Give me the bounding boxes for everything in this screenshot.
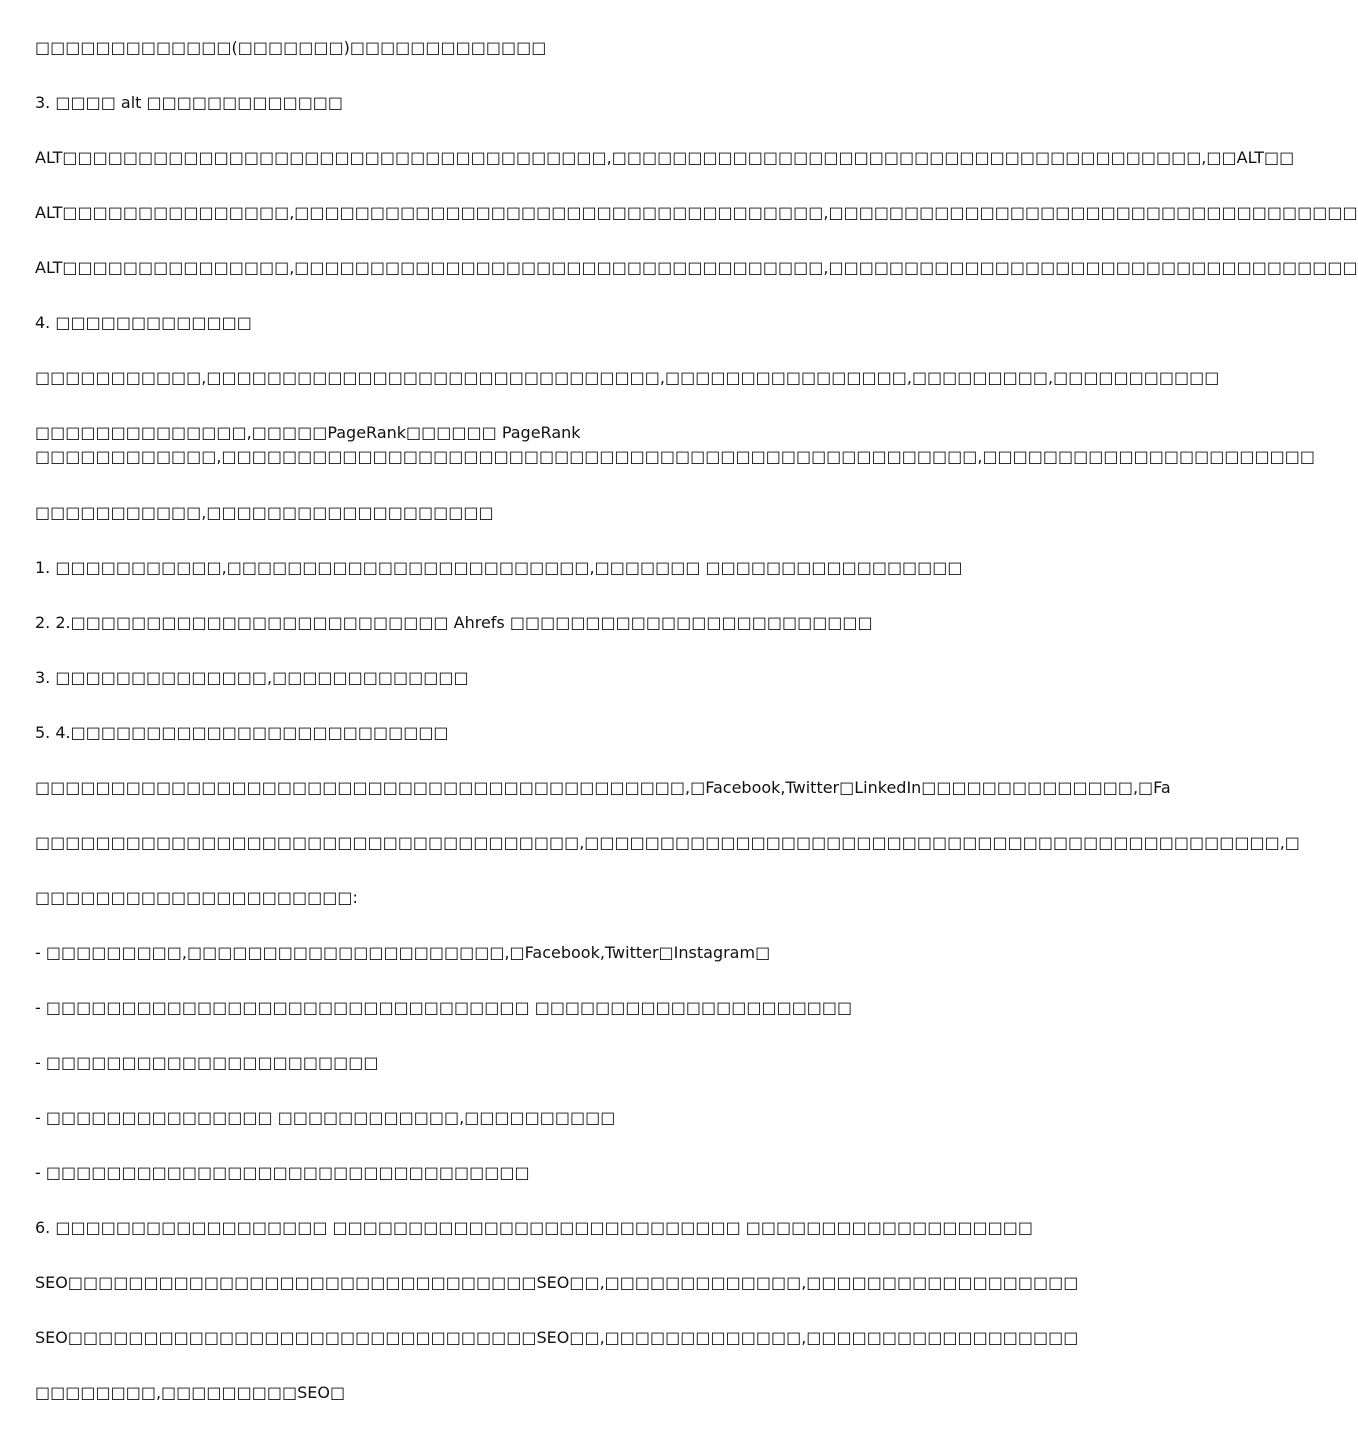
list-item: 3. □□□□□□□□□□□□□□,□□□□□□□□□□□□□ bbox=[35, 668, 469, 687]
paragraph-line: □□□□□□□□,□□□□□□□□□SEO□ bbox=[35, 1383, 346, 1402]
bullet-item: - □□□□□□□□□,□□□□□□□□□□□□□□□□□□□□□,□Facebook,Twitter□Instagram□ bbox=[35, 943, 771, 962]
paragraph-line: □□□□□□□□□□□□□□□□□□□□□□□□□□□□□□□□□□□□,□□□□□□□□□□□□□□□□□□□□□□□□□□□□□□□□□□□□□□□□□□□□□□,□ bbox=[35, 833, 1300, 852]
bullet-item: - □□□□□□□□□□□□□□□□□□□□□□□□□□□□□□□□ bbox=[35, 1163, 530, 1182]
paragraph-line: □□□□□□□□□□□□□(□□□□□□□)□□□□□□□□□□□□□ bbox=[35, 38, 547, 57]
list-item: 2. 2.□□□□□□□□□□□□□□□□□□□□□□□□□ Ahrefs □□□□□□□□□□□□□□□□□□□□□□□□ bbox=[35, 613, 873, 632]
paragraph-line: □□□□□□□□□□□,□□□□□□□□□□□□□□□□□□□□□□□□□□□□□□,□□□□□□□□□□□□□□□□,□□□□□□□□□,□□□□□□□□□□□ bbox=[35, 368, 1220, 387]
paragraph-block bbox=[35, 421, 1316, 469]
paragraph-line: □□□□□□□□□□□□,□□□□□□□□□□□□□□□□□□□□□□□□□□□□□□□□□□□□□□□□□□□□□□□□□□,□□□□□□□□□□□□□□□□□□□□□□ bbox=[35, 447, 1316, 466]
bullet-item: - □□□□□□□□□□□□□□□ □□□□□□□□□□□□,□□□□□□□□□□ bbox=[35, 1108, 616, 1127]
document-body bbox=[35, 0, 1358, 1449]
section-heading: 3. □□□□ alt □□□□□□□□□□□□□ bbox=[35, 93, 344, 112]
list-item: 1. □□□□□□□□□□□,□□□□□□□□□□□□□□□□□□□□□□□□,□□□□□□□ □□□□□□□□□□□□□□□□□ bbox=[35, 558, 963, 577]
paragraph-line: □□□□□□□□□□□□□□□□□□□□□□□□□□□□□□□□□□□□□□□□□□□,□Facebook,Twitter□LinkedIn□□□□□□□□□□□□□□,□Fa bbox=[35, 778, 1171, 797]
section-heading: 6. □□□□□□□□□□□□□□□□□□ □□□□□□□□□□□□□□□□□□□□□□□□□□□ □□□□□□□□□□□□□□□□□□□ bbox=[35, 1218, 1034, 1237]
paragraph-line: □□□□□□□□□□□□□□□□□□□□□: bbox=[35, 888, 358, 907]
paragraph-line: □□□□□□□□□□□□□□,□□□□□PageRank□□□□□□ PageRank bbox=[35, 423, 581, 442]
paragraph-line: SEO□□□□□□□□□□□□□□□□□□□□□□□□□□□□□□□SEO□□,□□□□□□□□□□□□□,□□□□□□□□□□□□□□□□□□ bbox=[35, 1273, 1079, 1292]
paragraph-line: ALT□□□□□□□□□□□□□□□,□□□□□□□□□□□□□□□□□□□□□□□□□□□□□□□□□□□,□□□□□□□□□□□□□□□□□□□□□□□□□□□□□□□□□□□ bbox=[35, 258, 1358, 277]
bullet-item: - □□□□□□□□□□□□□□□□□□□□□□□□□□□□□□□□ □□□□□□□□□□□□□□□□□□□□□ bbox=[35, 998, 853, 1017]
paragraph-line: ALT□□□□□□□□□□□□□□□□□□□□□□□□□□□□□□□□□□□□,□□□□□□□□□□□□□□□□□□□□□□□□□□□□□□□□□□□□□□□,□□ALT□□ bbox=[35, 148, 1295, 167]
paragraph-line: ALT□□□□□□□□□□□□□□□,□□□□□□□□□□□□□□□□□□□□□□□□□□□□□□□□□□□,□□□□□□□□□□□□□□□□□□□□□□□□□□□□□□□□□□□ bbox=[35, 203, 1358, 222]
paragraph-line: SEO□□□□□□□□□□□□□□□□□□□□□□□□□□□□□□□SEO□□,□□□□□□□□□□□□□,□□□□□□□□□□□□□□□□□□ bbox=[35, 1328, 1079, 1347]
paragraph-line: □□□□□□□□□□□,□□□□□□□□□□□□□□□□□□□ bbox=[35, 503, 494, 522]
section-heading: 4. □□□□□□□□□□□□□ bbox=[35, 313, 252, 332]
bullet-item: - □□□□□□□□□□□□□□□□□□□□□□ bbox=[35, 1053, 379, 1072]
section-heading: 5. 4.□□□□□□□□□□□□□□□□□□□□□□□□□ bbox=[35, 723, 449, 742]
